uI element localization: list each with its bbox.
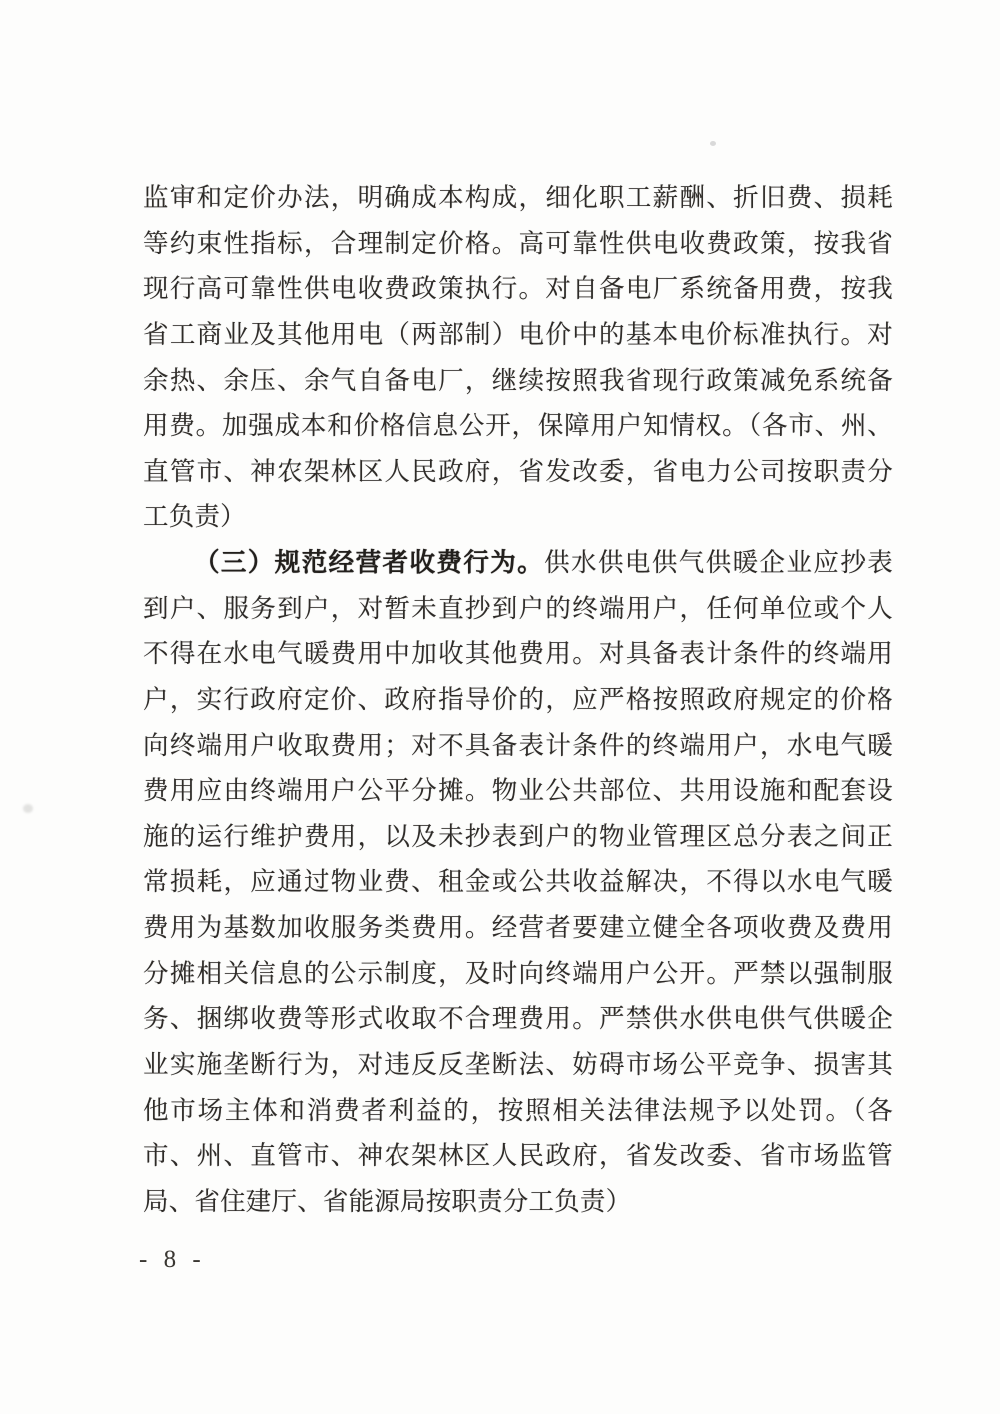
text-line: 分摊相关信息的公示制度，及时向终端用户公开。严禁以强制服	[143, 958, 893, 988]
text-line: 业实施垄断行为，对违反反垄断法、妨碍市场公平竞争、损害其	[143, 1049, 893, 1079]
scan-speck	[23, 804, 33, 813]
text-line: 费用应由终端用户公平分摊。物业公共部位、共用设施和配套设	[143, 776, 893, 806]
text-line: 等约束性指标，合理制定价格。高可靠性供电收费政策，按我省	[143, 228, 893, 258]
paragraph-continued	[143, 175, 893, 540]
text-line: 市、州、直管市、神农架林区人民政府，省发改委、省市场监管	[143, 1141, 893, 1171]
text-line: 省工商业及其他用电（两部制）电价中的基本电价标准执行。对	[143, 319, 893, 349]
text-line: 到户、服务到户，对暂未直抄到户的终端用户，任何单位或个人	[143, 593, 893, 623]
text-line: 用费。加强成本和价格信息公开，保障用户知情权。（各市、州、	[143, 411, 893, 441]
text-line: 常损耗，应通过物业费、租金或公共收益解决，不得以水电气暖	[143, 867, 893, 897]
text-line: 施的运行维护费用，以及未抄表到户的物业管理区总分表之间正	[143, 821, 893, 851]
text-line: 向终端用户收取费用；对不具备表计条件的终端用户，水电气暖	[143, 730, 893, 760]
text-line: 现行高可靠性供电收费政策执行。对自备电厂系统备用费，按我	[143, 274, 893, 304]
paragraph-section-three	[143, 540, 893, 1224]
text-line: 他市场主体和消费者利益的，按照相关法律法规予以处罚。（各	[143, 1095, 893, 1125]
text-line: 直管市、神农架林区人民政府，省发改委，省电力公司按职责分	[143, 456, 893, 486]
scan-speck	[710, 141, 716, 146]
text-line: 局、省住建厅、省能源局按职责分工负责）	[143, 1186, 632, 1216]
text-line: 费用为基数加收服务类费用。经营者要建立健全各项收费及费用	[143, 913, 893, 942]
text-line: 不得在水电气暖费用中加收其他费用。对具备表计条件的终端用	[143, 639, 893, 669]
text-line: 工负责）	[143, 502, 246, 532]
text-line: 监审和定价办法，明确成本构成，细化职工薪酬、折旧费、损耗	[143, 183, 893, 212]
document-body-text	[143, 175, 893, 1224]
section-heading: （三）规范经营者收费行为。	[194, 548, 545, 577]
text-line: 余热、余压、余气自备电厂，继续按照我省现行政策减免系统备	[143, 365, 893, 395]
text-line: 户，实行政府定价、政府指导价的，应严格按照政府规定的价格	[143, 684, 893, 714]
page-number: - 8 -	[139, 1246, 206, 1273]
text-line: 务、捆绑收费等形式收取不合理费用。严禁供水供电供气供暖企	[143, 1004, 893, 1034]
section-first-line-text: 供水供电供气供暖企业应抄表	[544, 548, 893, 577]
text-line	[143, 540, 893, 586]
